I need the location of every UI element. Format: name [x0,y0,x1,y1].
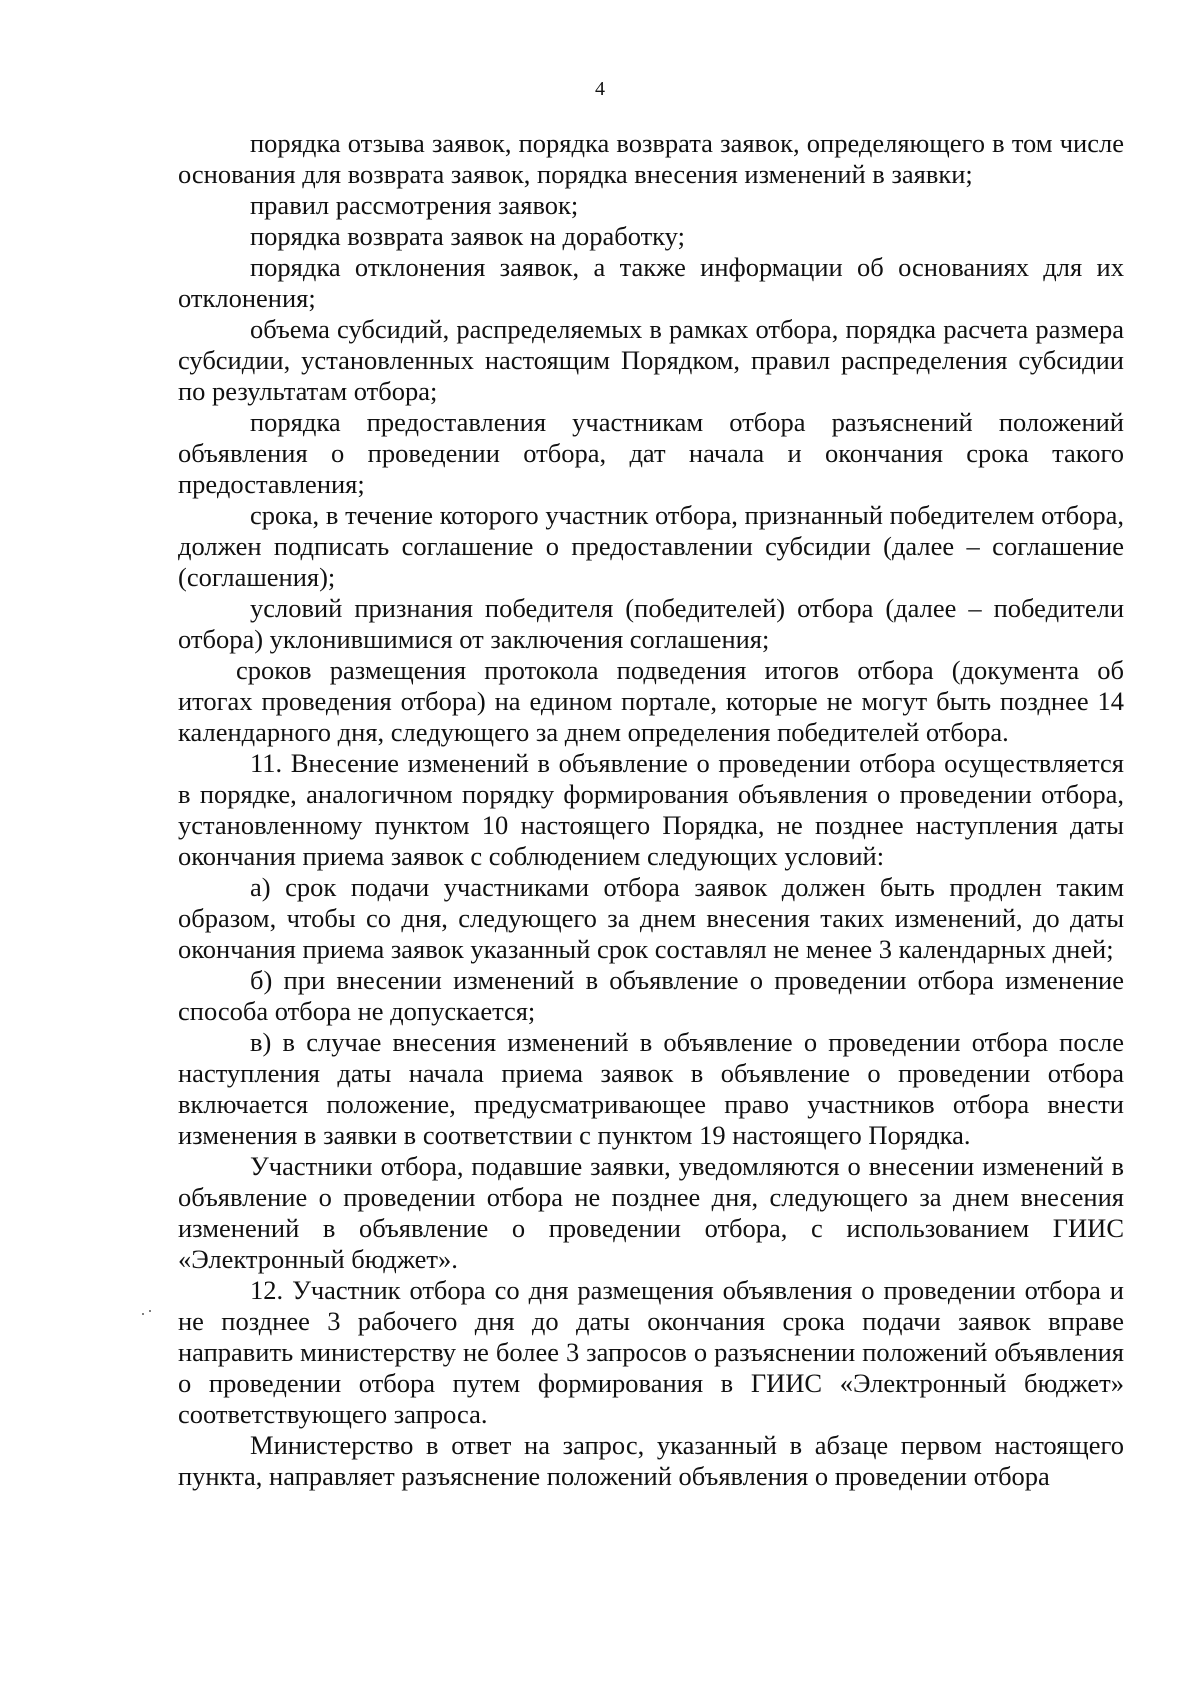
paragraph-subsidy-volume: объема субсидий, распределяемых в рамках отбора, порядка расчета размера субсидии, установленных настоящим Порядком, правил распределения субсидии по результатам отбора; [178,314,1124,406]
paragraph-11-b: б) при внесении изменений в объявление о проведении отбора изменение способа отбора не допускается; [178,965,1124,1026]
paragraph-11-a: а) срок подачи участниками отбора заявок должен быть продлен таким образом, чтобы со дня, следующего за днем внесения таких изменений, до даты окончания приема заявок указанный срок составлял не менее 3 календарных дней; [178,872,1124,964]
paragraph-return-for-revision: порядка возврата заявок на доработку; [250,221,685,251]
paragraph-clarifications: порядка предоставления участникам отбора разъяснений положений объявления о проведении отбора, дат начала и окончания срока такого предоставления; [178,407,1124,499]
paragraph-protocol-terms: сроков размещения протокола подведения итогов отбора (документа об итогах проведения отбора) на едином портале, которые не могут быть позднее 14 календарного дня, следующего за днем определения победителей отбора. [178,655,1124,747]
paragraph-participant-notification: Участники отбора, подавшие заявки, уведомляются о внесении изменений в объявление о проведении отбора не позднее дня, следующего за днем внесения изменений в объявление о проведении отбора, с использованием ГИИС «Электронный бюджет». [178,1151,1124,1274]
paragraph-withdrawal-order: порядка отзыва заявок, порядка возврата заявок, определяющего в том числе основания для возврата заявок, порядка внесения изменений в заявки; [178,128,1124,189]
paragraph-rejection-order: порядка отклонения заявок, а также информации об основаниях для их отклонения; [178,252,1124,313]
paragraph-review-rules: правил рассмотрения заявок; [250,190,579,220]
scan-artifact-dots [142,1310,152,1316]
paragraph-section-11: 11. Внесение изменений в объявление о проведении отбора осуществляется в порядке, аналогичном порядку формирования объявления о проведении отбора, установленному пунктом 10 настоящего Порядка, не позднее наступления даты окончания приема заявок с соблюдением следующих условий: [178,748,1124,871]
paragraph-agreement-term: срока, в течение которого участник отбора, признанный победителем отбора, должен подписать соглашение о предоставлении субсидии (далее – соглашение (соглашения); [178,500,1124,592]
document-body [178,128,1124,1492]
paragraph-11-c: в) в случае внесения изменений в объявление о проведении отбора после наступления даты начала приема заявок в объявление о проведении отбора включается положение, предусматривающее право участников отбора внести изменения в заявки в соответствии с пунктом 19 настоящего Порядка. [178,1027,1124,1150]
page-number: 4 [595,78,605,100]
paragraph-section-12: 12. Участник отбора со дня размещения объявления о проведении отбора и не позднее 3 рабочего дня до даты окончания срока подачи заявок вправе направить министерству не более 3 запросов о разъяснении положений объявления о проведении отбора путем формирования в ГИИС «Электронный бюджет» соответствующего запроса. [178,1275,1124,1429]
paragraph-winner-evasion: условий признания победителя (победителей) отбора (далее – победители отбора) уклонившимися от заключения соглашения; [178,593,1124,654]
paragraph-ministry-response: Министерство в ответ на запрос, указанный в абзаце первом настоящего пункта, направляет разъяснение положений объявления о проведении отбора [178,1430,1124,1491]
